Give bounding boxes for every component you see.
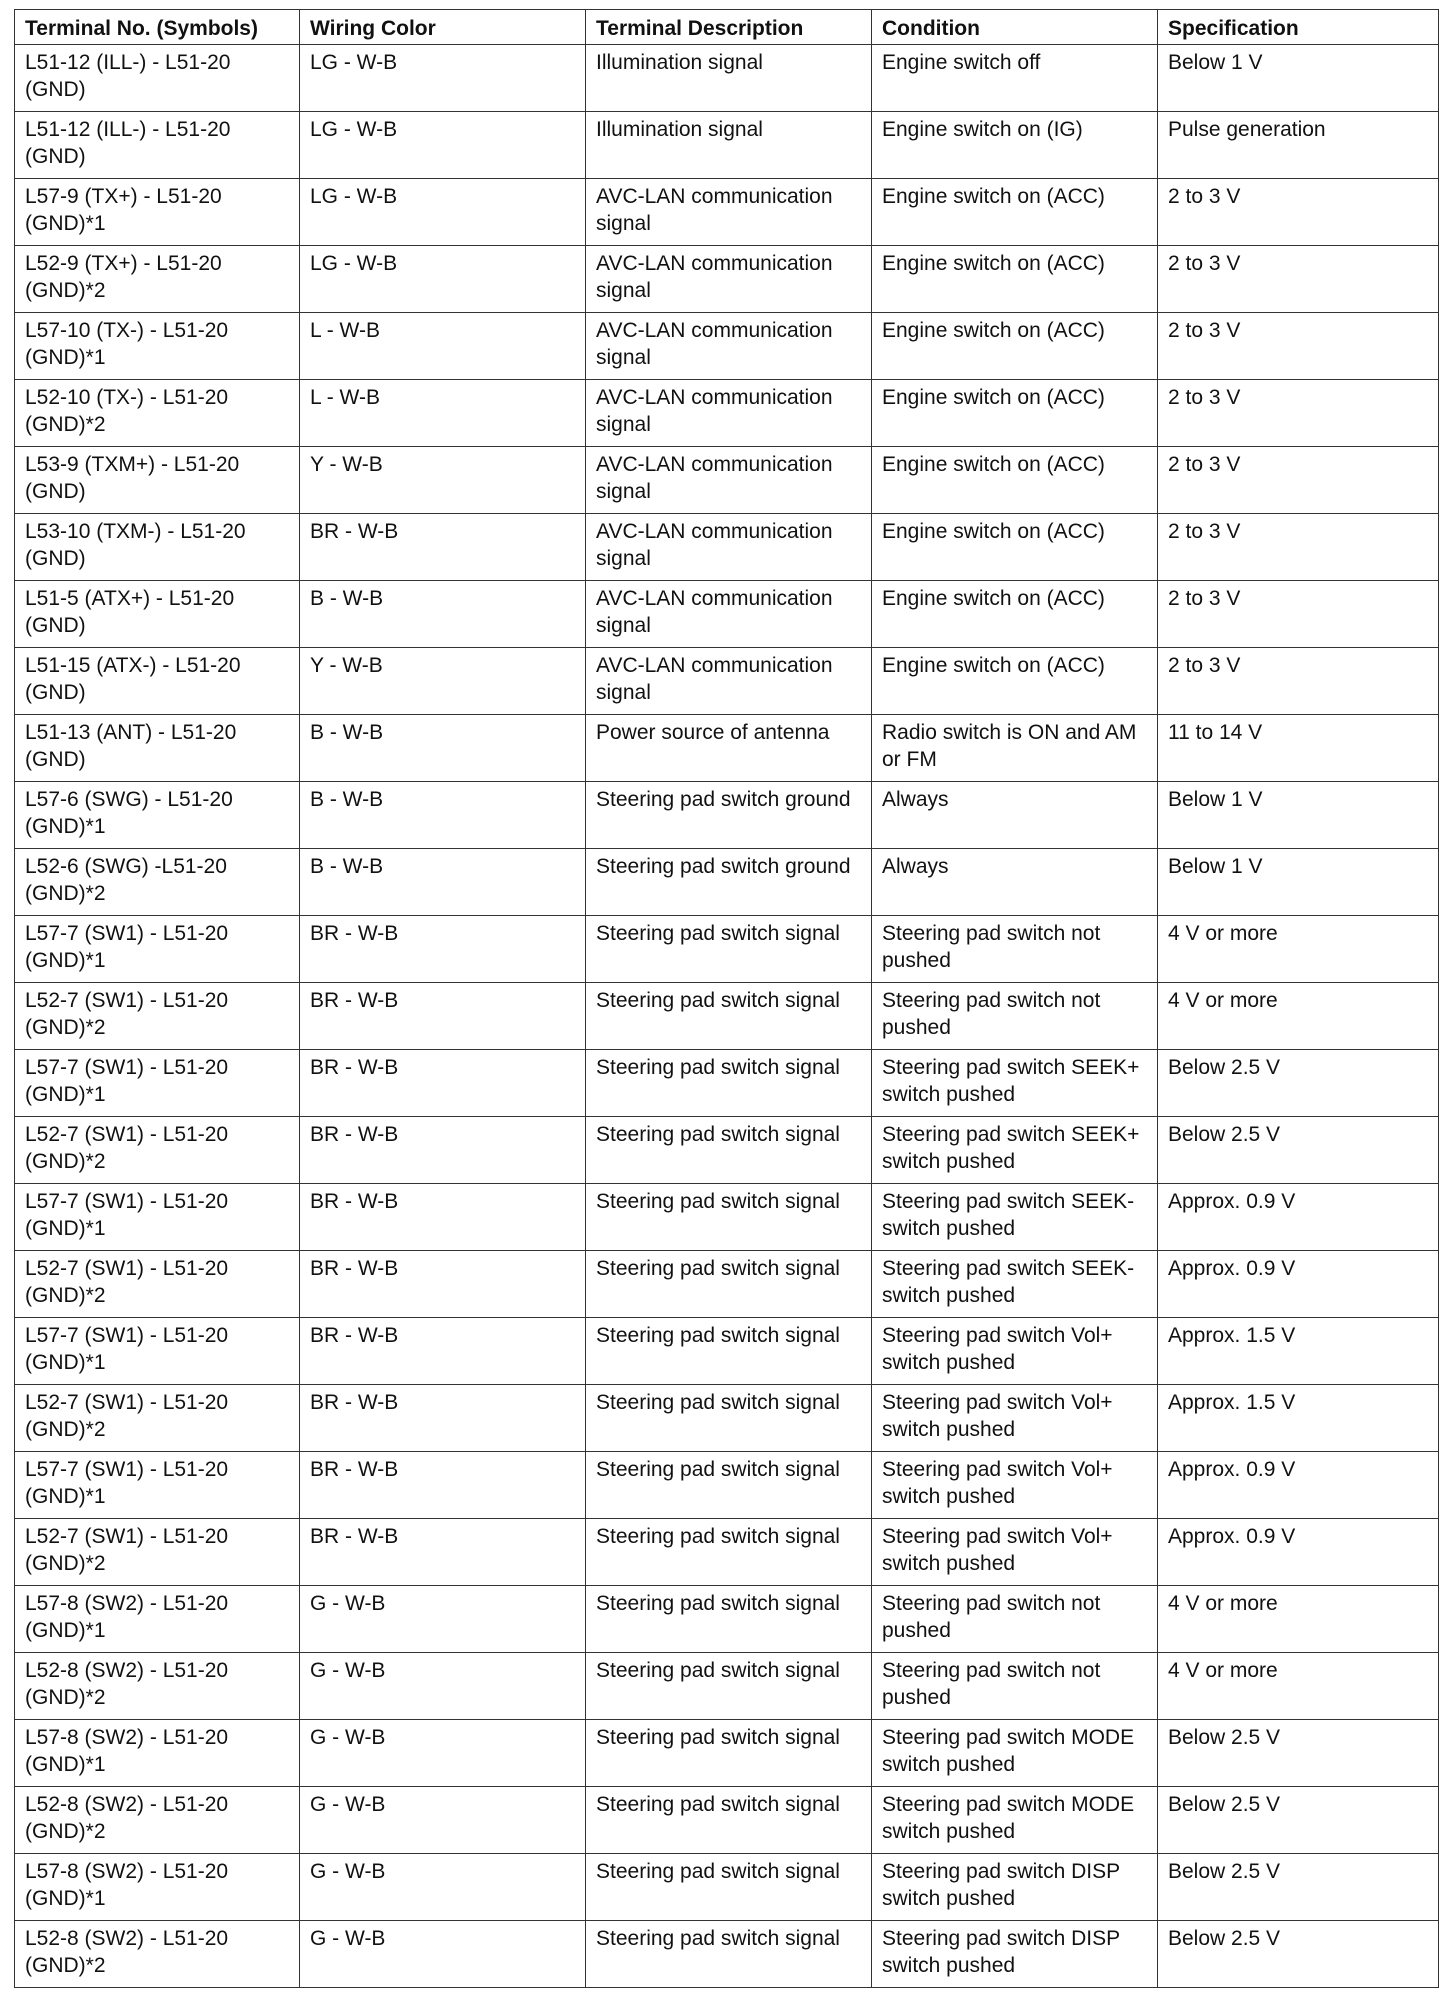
- cell-specification: Approx. 0.9 V: [1158, 1184, 1439, 1251]
- cell-condition: Engine switch on (ACC): [872, 179, 1158, 246]
- cell-terminal-description: Steering pad switch signal: [586, 1586, 872, 1653]
- cell-specification: 4 V or more: [1158, 1653, 1439, 1720]
- cell-condition: Steering pad switch MODE switch pushed: [872, 1787, 1158, 1854]
- cell-terminal-description: Steering pad switch signal: [586, 1854, 872, 1921]
- cell-terminal-description: Steering pad switch signal: [586, 1117, 872, 1184]
- cell-terminal-description: Steering pad switch signal: [586, 1452, 872, 1519]
- cell-specification: Below 2.5 V: [1158, 1787, 1439, 1854]
- table-row: [15, 1519, 1439, 1586]
- cell-condition: Steering pad switch Vol+ switch pushed: [872, 1519, 1158, 1586]
- header-terminal-description: Terminal Description: [586, 10, 872, 45]
- cell-terminal-no: L52-6 (SWG) -L51-20 (GND)*2: [15, 849, 300, 916]
- cell-terminal-no: L52-7 (SW1) - L51-20 (GND)*2: [15, 1385, 300, 1452]
- cell-terminal-description: Steering pad switch signal: [586, 1653, 872, 1720]
- table-row: [15, 849, 1439, 916]
- table-row: [15, 380, 1439, 447]
- table-row: [15, 514, 1439, 581]
- cell-specification: 2 to 3 V: [1158, 648, 1439, 715]
- cell-terminal-description: AVC-LAN communication signal: [586, 447, 872, 514]
- cell-wiring-color: G - W-B: [300, 1854, 586, 1921]
- cell-condition: Radio switch is ON and AM or FM: [872, 715, 1158, 782]
- cell-specification: Below 2.5 V: [1158, 1854, 1439, 1921]
- cell-terminal-description: AVC-LAN communication signal: [586, 380, 872, 447]
- cell-terminal-no: L57-6 (SWG) - L51-20 (GND)*1: [15, 782, 300, 849]
- cell-wiring-color: BR - W-B: [300, 514, 586, 581]
- cell-terminal-description: Steering pad switch signal: [586, 1921, 872, 1988]
- table-row: [15, 313, 1439, 380]
- header-row: [15, 10, 1439, 45]
- cell-terminal-no: L52-8 (SW2) - L51-20 (GND)*2: [15, 1653, 300, 1720]
- table-row: [15, 447, 1439, 514]
- cell-wiring-color: Y - W-B: [300, 447, 586, 514]
- cell-wiring-color: G - W-B: [300, 1586, 586, 1653]
- cell-specification: Approx. 0.9 V: [1158, 1519, 1439, 1586]
- table-row: [15, 1452, 1439, 1519]
- cell-specification: 2 to 3 V: [1158, 246, 1439, 313]
- cell-specification: Below 1 V: [1158, 45, 1439, 112]
- cell-terminal-no: L57-7 (SW1) - L51-20 (GND)*1: [15, 1184, 300, 1251]
- cell-specification: Approx. 1.5 V: [1158, 1318, 1439, 1385]
- cell-terminal-description: Steering pad switch signal: [586, 1720, 872, 1787]
- cell-terminal-description: Steering pad switch ground: [586, 849, 872, 916]
- cell-wiring-color: BR - W-B: [300, 983, 586, 1050]
- cell-wiring-color: BR - W-B: [300, 1519, 586, 1586]
- cell-wiring-color: L - W-B: [300, 313, 586, 380]
- table-row: [15, 782, 1439, 849]
- cell-wiring-color: LG - W-B: [300, 246, 586, 313]
- cell-specification: 2 to 3 V: [1158, 581, 1439, 648]
- cell-terminal-no: L51-13 (ANT) - L51-20 (GND): [15, 715, 300, 782]
- cell-specification: 4 V or more: [1158, 916, 1439, 983]
- cell-condition: Steering pad switch MODE switch pushed: [872, 1720, 1158, 1787]
- cell-terminal-no: L52-8 (SW2) - L51-20 (GND)*2: [15, 1787, 300, 1854]
- cell-terminal-no: L57-7 (SW1) - L51-20 (GND)*1: [15, 1318, 300, 1385]
- cell-wiring-color: BR - W-B: [300, 1117, 586, 1184]
- header-wiring-color: Wiring Color: [300, 10, 586, 45]
- cell-terminal-no: L57-9 (TX+) - L51-20 (GND)*1: [15, 179, 300, 246]
- cell-terminal-no: L52-7 (SW1) - L51-20 (GND)*2: [15, 1117, 300, 1184]
- cell-specification: Pulse generation: [1158, 112, 1439, 179]
- cell-terminal-no: L52-9 (TX+) - L51-20 (GND)*2: [15, 246, 300, 313]
- cell-condition: Steering pad switch SEEK+ switch pushed: [872, 1050, 1158, 1117]
- cell-terminal-description: Steering pad switch signal: [586, 1385, 872, 1452]
- cell-terminal-description: Illumination signal: [586, 45, 872, 112]
- cell-terminal-no: L57-8 (SW2) - L51-20 (GND)*1: [15, 1586, 300, 1653]
- cell-condition: Steering pad switch DISP switch pushed: [872, 1921, 1158, 1988]
- cell-wiring-color: G - W-B: [300, 1921, 586, 1988]
- cell-terminal-no: L57-7 (SW1) - L51-20 (GND)*1: [15, 1050, 300, 1117]
- cell-wiring-color: L - W-B: [300, 380, 586, 447]
- cell-wiring-color: Y - W-B: [300, 648, 586, 715]
- cell-wiring-color: B - W-B: [300, 581, 586, 648]
- cell-terminal-no: L53-10 (TXM-) - L51-20 (GND): [15, 514, 300, 581]
- header-condition: Condition: [872, 10, 1158, 45]
- cell-condition: Steering pad switch Vol+ switch pushed: [872, 1385, 1158, 1452]
- cell-specification: 2 to 3 V: [1158, 179, 1439, 246]
- cell-terminal-description: Steering pad switch signal: [586, 1251, 872, 1318]
- cell-terminal-no: L51-12 (ILL-) - L51-20 (GND): [15, 112, 300, 179]
- cell-wiring-color: B - W-B: [300, 715, 586, 782]
- cell-wiring-color: BR - W-B: [300, 1318, 586, 1385]
- cell-specification: 2 to 3 V: [1158, 514, 1439, 581]
- cell-terminal-description: Steering pad switch signal: [586, 916, 872, 983]
- cell-condition: Steering pad switch not pushed: [872, 983, 1158, 1050]
- table-row: [15, 1050, 1439, 1117]
- cell-condition: Engine switch on (ACC): [872, 313, 1158, 380]
- cell-specification: Below 2.5 V: [1158, 1050, 1439, 1117]
- cell-wiring-color: BR - W-B: [300, 916, 586, 983]
- cell-terminal-no: L57-8 (SW2) - L51-20 (GND)*1: [15, 1854, 300, 1921]
- terminal-spec-table: [14, 9, 1439, 1988]
- cell-terminal-description: Steering pad switch signal: [586, 1318, 872, 1385]
- cell-specification: Approx. 1.5 V: [1158, 1385, 1439, 1452]
- cell-terminal-no: L57-8 (SW2) - L51-20 (GND)*1: [15, 1720, 300, 1787]
- table-row: [15, 1921, 1439, 1988]
- cell-condition: Steering pad switch not pushed: [872, 916, 1158, 983]
- table-row: [15, 1586, 1439, 1653]
- table-row: [15, 1184, 1439, 1251]
- cell-terminal-description: AVC-LAN communication signal: [586, 246, 872, 313]
- cell-terminal-description: Steering pad switch signal: [586, 1050, 872, 1117]
- cell-terminal-no: L57-10 (TX-) - L51-20 (GND)*1: [15, 313, 300, 380]
- cell-wiring-color: G - W-B: [300, 1653, 586, 1720]
- table-row: [15, 581, 1439, 648]
- table-row: [15, 45, 1439, 112]
- cell-condition: Steering pad switch Vol+ switch pushed: [872, 1318, 1158, 1385]
- cell-wiring-color: BR - W-B: [300, 1050, 586, 1117]
- cell-terminal-description: AVC-LAN communication signal: [586, 648, 872, 715]
- cell-terminal-description: Steering pad switch ground: [586, 782, 872, 849]
- cell-specification: Below 2.5 V: [1158, 1921, 1439, 1988]
- cell-terminal-no: L51-5 (ATX+) - L51-20 (GND): [15, 581, 300, 648]
- table-row: [15, 715, 1439, 782]
- cell-condition: Steering pad switch not pushed: [872, 1653, 1158, 1720]
- header-specification: Specification: [1158, 10, 1439, 45]
- cell-wiring-color: B - W-B: [300, 782, 586, 849]
- table-row: [15, 1787, 1439, 1854]
- cell-condition: Engine switch off: [872, 45, 1158, 112]
- table-row: [15, 983, 1439, 1050]
- cell-condition: Engine switch on (ACC): [872, 447, 1158, 514]
- cell-specification: 2 to 3 V: [1158, 313, 1439, 380]
- cell-condition: Steering pad switch SEEK+ switch pushed: [872, 1117, 1158, 1184]
- cell-terminal-no: L52-7 (SW1) - L51-20 (GND)*2: [15, 983, 300, 1050]
- cell-wiring-color: BR - W-B: [300, 1385, 586, 1452]
- cell-condition: Engine switch on (ACC): [872, 380, 1158, 447]
- cell-condition: Engine switch on (IG): [872, 112, 1158, 179]
- cell-condition: Engine switch on (ACC): [872, 581, 1158, 648]
- cell-wiring-color: LG - W-B: [300, 45, 586, 112]
- header-terminal-no: Terminal No. (Symbols): [15, 10, 300, 45]
- cell-terminal-description: Illumination signal: [586, 112, 872, 179]
- cell-terminal-no: L53-9 (TXM+) - L51-20 (GND): [15, 447, 300, 514]
- table-row: [15, 648, 1439, 715]
- cell-specification: 11 to 14 V: [1158, 715, 1439, 782]
- cell-condition: Steering pad switch not pushed: [872, 1586, 1158, 1653]
- cell-terminal-description: Steering pad switch signal: [586, 1184, 872, 1251]
- cell-specification: 2 to 3 V: [1158, 447, 1439, 514]
- table-row: [15, 1385, 1439, 1452]
- table-row: [15, 1117, 1439, 1184]
- table-row: [15, 179, 1439, 246]
- cell-wiring-color: BR - W-B: [300, 1184, 586, 1251]
- cell-condition: Engine switch on (ACC): [872, 648, 1158, 715]
- cell-wiring-color: BR - W-B: [300, 1452, 586, 1519]
- cell-specification: Below 1 V: [1158, 782, 1439, 849]
- table-row: [15, 112, 1439, 179]
- table-row: [15, 1854, 1439, 1921]
- table-row: [15, 916, 1439, 983]
- cell-terminal-description: AVC-LAN communication signal: [586, 313, 872, 380]
- cell-condition: Steering pad switch SEEK- switch pushed: [872, 1251, 1158, 1318]
- table-body: [15, 45, 1439, 1988]
- cell-specification: Approx. 0.9 V: [1158, 1452, 1439, 1519]
- cell-specification: 4 V or more: [1158, 983, 1439, 1050]
- cell-wiring-color: LG - W-B: [300, 179, 586, 246]
- cell-terminal-description: AVC-LAN communication signal: [586, 581, 872, 648]
- cell-terminal-no: L52-7 (SW1) - L51-20 (GND)*2: [15, 1519, 300, 1586]
- cell-wiring-color: G - W-B: [300, 1787, 586, 1854]
- cell-specification: Approx. 0.9 V: [1158, 1251, 1439, 1318]
- cell-specification: Below 2.5 V: [1158, 1117, 1439, 1184]
- cell-terminal-no: L52-10 (TX-) - L51-20 (GND)*2: [15, 380, 300, 447]
- cell-wiring-color: BR - W-B: [300, 1251, 586, 1318]
- table-row: [15, 1653, 1439, 1720]
- cell-condition: Engine switch on (ACC): [872, 246, 1158, 313]
- cell-condition: Steering pad switch DISP switch pushed: [872, 1854, 1158, 1921]
- cell-terminal-no: L51-12 (ILL-) - L51-20 (GND): [15, 45, 300, 112]
- cell-terminal-no: L52-8 (SW2) - L51-20 (GND)*2: [15, 1921, 300, 1988]
- cell-terminal-no: L57-7 (SW1) - L51-20 (GND)*1: [15, 916, 300, 983]
- table-row: [15, 1720, 1439, 1787]
- table-row: [15, 1251, 1439, 1318]
- cell-terminal-description: Steering pad switch signal: [586, 1519, 872, 1586]
- cell-condition: Engine switch on (ACC): [872, 514, 1158, 581]
- cell-terminal-description: Steering pad switch signal: [586, 1787, 872, 1854]
- cell-wiring-color: B - W-B: [300, 849, 586, 916]
- table-row: [15, 1318, 1439, 1385]
- table-row: [15, 246, 1439, 313]
- cell-condition: Always: [872, 782, 1158, 849]
- cell-terminal-no: L51-15 (ATX-) - L51-20 (GND): [15, 648, 300, 715]
- cell-specification: 4 V or more: [1158, 1586, 1439, 1653]
- cell-terminal-no: L52-7 (SW1) - L51-20 (GND)*2: [15, 1251, 300, 1318]
- cell-specification: 2 to 3 V: [1158, 380, 1439, 447]
- cell-condition: Steering pad switch SEEK- switch pushed: [872, 1184, 1158, 1251]
- cell-specification: Below 2.5 V: [1158, 1720, 1439, 1787]
- cell-terminal-description: Steering pad switch signal: [586, 983, 872, 1050]
- cell-wiring-color: LG - W-B: [300, 112, 586, 179]
- cell-terminal-description: AVC-LAN communication signal: [586, 514, 872, 581]
- cell-wiring-color: G - W-B: [300, 1720, 586, 1787]
- cell-terminal-description: AVC-LAN communication signal: [586, 179, 872, 246]
- cell-terminal-no: L57-7 (SW1) - L51-20 (GND)*1: [15, 1452, 300, 1519]
- cell-condition: Always: [872, 849, 1158, 916]
- cell-condition: Steering pad switch Vol+ switch pushed: [872, 1452, 1158, 1519]
- cell-terminal-description: Power source of antenna: [586, 715, 872, 782]
- cell-specification: Below 1 V: [1158, 849, 1439, 916]
